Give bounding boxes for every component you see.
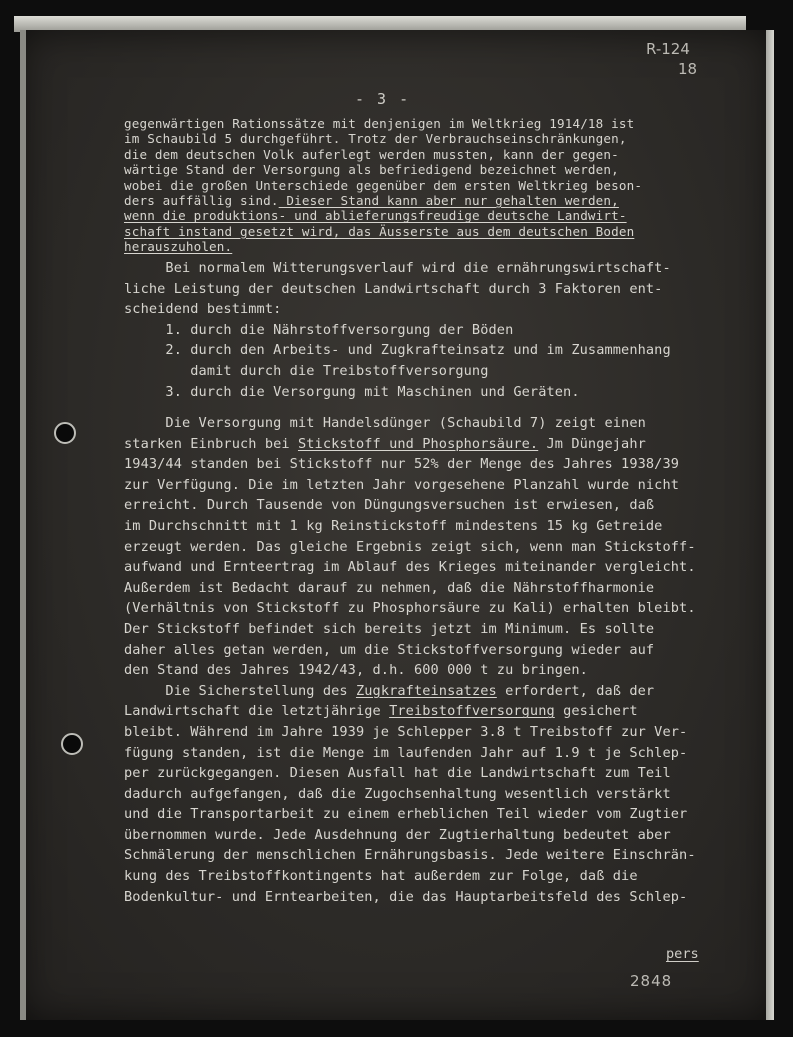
punch-hole-lower bbox=[61, 733, 83, 755]
text-line: 1. durch die Nährstoffversorgung der Böden bbox=[124, 321, 514, 338]
text-line-segment: gegenwärtigen Rationssätze mit denjenigen im Weltkrieg 1914/18 ist bbox=[124, 116, 635, 131]
text-line: per zurückgegangen. Diesen Ausfall hat die Landwirtschaft zum Teil bbox=[124, 765, 671, 782]
text-line: damit durch die Treibstoffversorgung bbox=[124, 362, 489, 379]
text-line: erzeugt werden. Das gleiche Ergebnis zeigt sich, wenn man Stickstoff- bbox=[124, 538, 696, 555]
text-line: bleibt. Während im Jahre 1939 je Schlepper 3.8 t Treibstoff zur Ver- bbox=[124, 723, 688, 740]
text-line: starken Einbruch bei Stickstoff und Phosphorsäure. Jm Düngejahr bbox=[124, 435, 646, 452]
text-line bbox=[124, 131, 724, 146]
text-line: fügung standen, ist die Menge im laufenden Jahr auf 1.9 t je Schlep- bbox=[124, 744, 688, 761]
text-line: Der Stickstoff befindet sich bereits jetzt im Minimum. Es sollte bbox=[124, 620, 655, 637]
text-line: zur Verfügung. Die im letzten Jahr vorgesehene Planzahl wurde nicht bbox=[124, 476, 680, 493]
text-line-underlined-segment: Dieser Stand kann aber nur gehalten werden, bbox=[278, 193, 619, 209]
text-line: (Verhältnis von Stickstoff zu Phosphorsäure zu Kali) erhalten bleibt. bbox=[124, 600, 696, 617]
factors-section bbox=[124, 258, 744, 402]
text-line: im Durchschnitt mit 1 kg Reinstickstoff mindestens 15 kg Getreide bbox=[124, 517, 663, 534]
text-line: 2. durch den Arbeits- und Zugkrafteinsatz und im Zusammenhang bbox=[124, 342, 671, 359]
text-line: Außerdem ist Bedacht darauf zu nehmen, daß die Nährstoffharmonie bbox=[124, 579, 655, 596]
page-number: - 3 - bbox=[355, 90, 411, 108]
text-line bbox=[124, 239, 724, 254]
text-line bbox=[124, 116, 724, 131]
text-line bbox=[124, 208, 724, 223]
text-line-segment: herauszuholen. bbox=[124, 239, 233, 255]
text-line: 1943/44 standen bei Stickstoff nur 52% der Menge des Jahres 1938/39 bbox=[124, 456, 680, 473]
underlined-term: Treibstoffversorgung bbox=[389, 703, 555, 720]
text-line: Landwirtschaft die letztjährige Treibstoffversorgung gesichert bbox=[124, 703, 638, 720]
text-line: aufwand und Ernteertrag im Ablauf des Krieges miteinander vergleicht. bbox=[124, 559, 696, 576]
text-line: erreicht. Durch Tausende von Düngungsversuchen ist erwiesen, daß bbox=[124, 497, 655, 514]
text-line-segment: im Schaubild 5 durchgeführt. Trotz der Verbrauchseinschränkungen, bbox=[124, 131, 627, 147]
opening-paragraph bbox=[124, 116, 724, 255]
text-line bbox=[124, 147, 724, 162]
text-line bbox=[124, 224, 724, 239]
text-line bbox=[124, 193, 724, 208]
text-line: Schmälerung der menschlichen Ernährungsbasis. Jede weitere Einschrän- bbox=[124, 847, 696, 864]
text-line: Bodenkultur- und Erntearbeiten, die das Hauptarbeitsfeld des Schlep- bbox=[124, 888, 688, 905]
archive-number: 2848 bbox=[630, 972, 673, 990]
text-line: dadurch aufgefangen, daß die Zugochsenhaltung wesentlich verstärkt bbox=[124, 785, 671, 802]
text-line bbox=[124, 162, 724, 177]
underlined-term: Zugkrafteinsatzes bbox=[355, 682, 497, 699]
text-line: den Stand des Jahres 1942/43, d.h. 600 000 t zu bringen. bbox=[124, 662, 588, 679]
text-line: Bei normalem Witterungsverlauf wird die ernährungswirtschaft- bbox=[124, 260, 671, 276]
handwritten-reference: R-124 bbox=[646, 40, 690, 58]
text-line-segment: wärtige Stand der Versorgung als befriedigend bezeichnet werden, bbox=[124, 162, 619, 178]
text-line-segment: die dem deutschen Volk auferlegt werden mussten, kann der gegen- bbox=[124, 146, 619, 162]
text-line: daher alles getan werden, um die Stickstoffversorgung wieder auf bbox=[124, 641, 655, 658]
text-line: Die Versorgung mit Handelsdünger (Schaubild 7) zeigt einen bbox=[124, 415, 646, 431]
text-line: und die Transportarbeit zu einem erheblichen Teil wieder vom Zugtier bbox=[124, 806, 688, 823]
text-line: scheidend bestimmt: bbox=[124, 301, 282, 318]
page-right-edge bbox=[766, 30, 774, 1020]
text-line: Die Sicherstellung des Zugkrafteinsatzes erfordert, daß der bbox=[124, 682, 655, 699]
text-line: übernommen wurde. Jede Ausdehnung der Zugtierhaltung bedeutet aber bbox=[124, 826, 671, 843]
catchword: pers bbox=[666, 946, 699, 962]
text-line-segment: schaft instand gesetzt wird, das Äusserste aus dem deutschen Boden bbox=[124, 223, 635, 239]
text-line-segment: wenn die produktions- und ablieferungsfreudige deutsche Landwirt- bbox=[124, 208, 627, 224]
page-left-edge bbox=[20, 30, 26, 1020]
handwritten-folio: 18 bbox=[678, 60, 698, 78]
underlined-term: Stickstoff und Phosphorsäure. bbox=[297, 435, 539, 452]
text-line: 3. durch die Versorgung mit Maschinen und Geräten. bbox=[124, 383, 580, 400]
text-line bbox=[124, 178, 724, 193]
punch-hole-upper bbox=[54, 422, 76, 444]
text-line: kung des Treibstoffkontingents hat außerdem zur Folge, daß die bbox=[124, 868, 638, 885]
supply-section bbox=[124, 413, 744, 907]
text-line: liche Leistung der deutschen Landwirtschaft durch 3 Faktoren ent- bbox=[124, 280, 663, 297]
text-line-segment: ders auffällig sind. bbox=[124, 193, 279, 209]
text-line-segment: wobei die großen Unterschiede gegenüber dem ersten Weltkrieg beson- bbox=[124, 177, 643, 193]
